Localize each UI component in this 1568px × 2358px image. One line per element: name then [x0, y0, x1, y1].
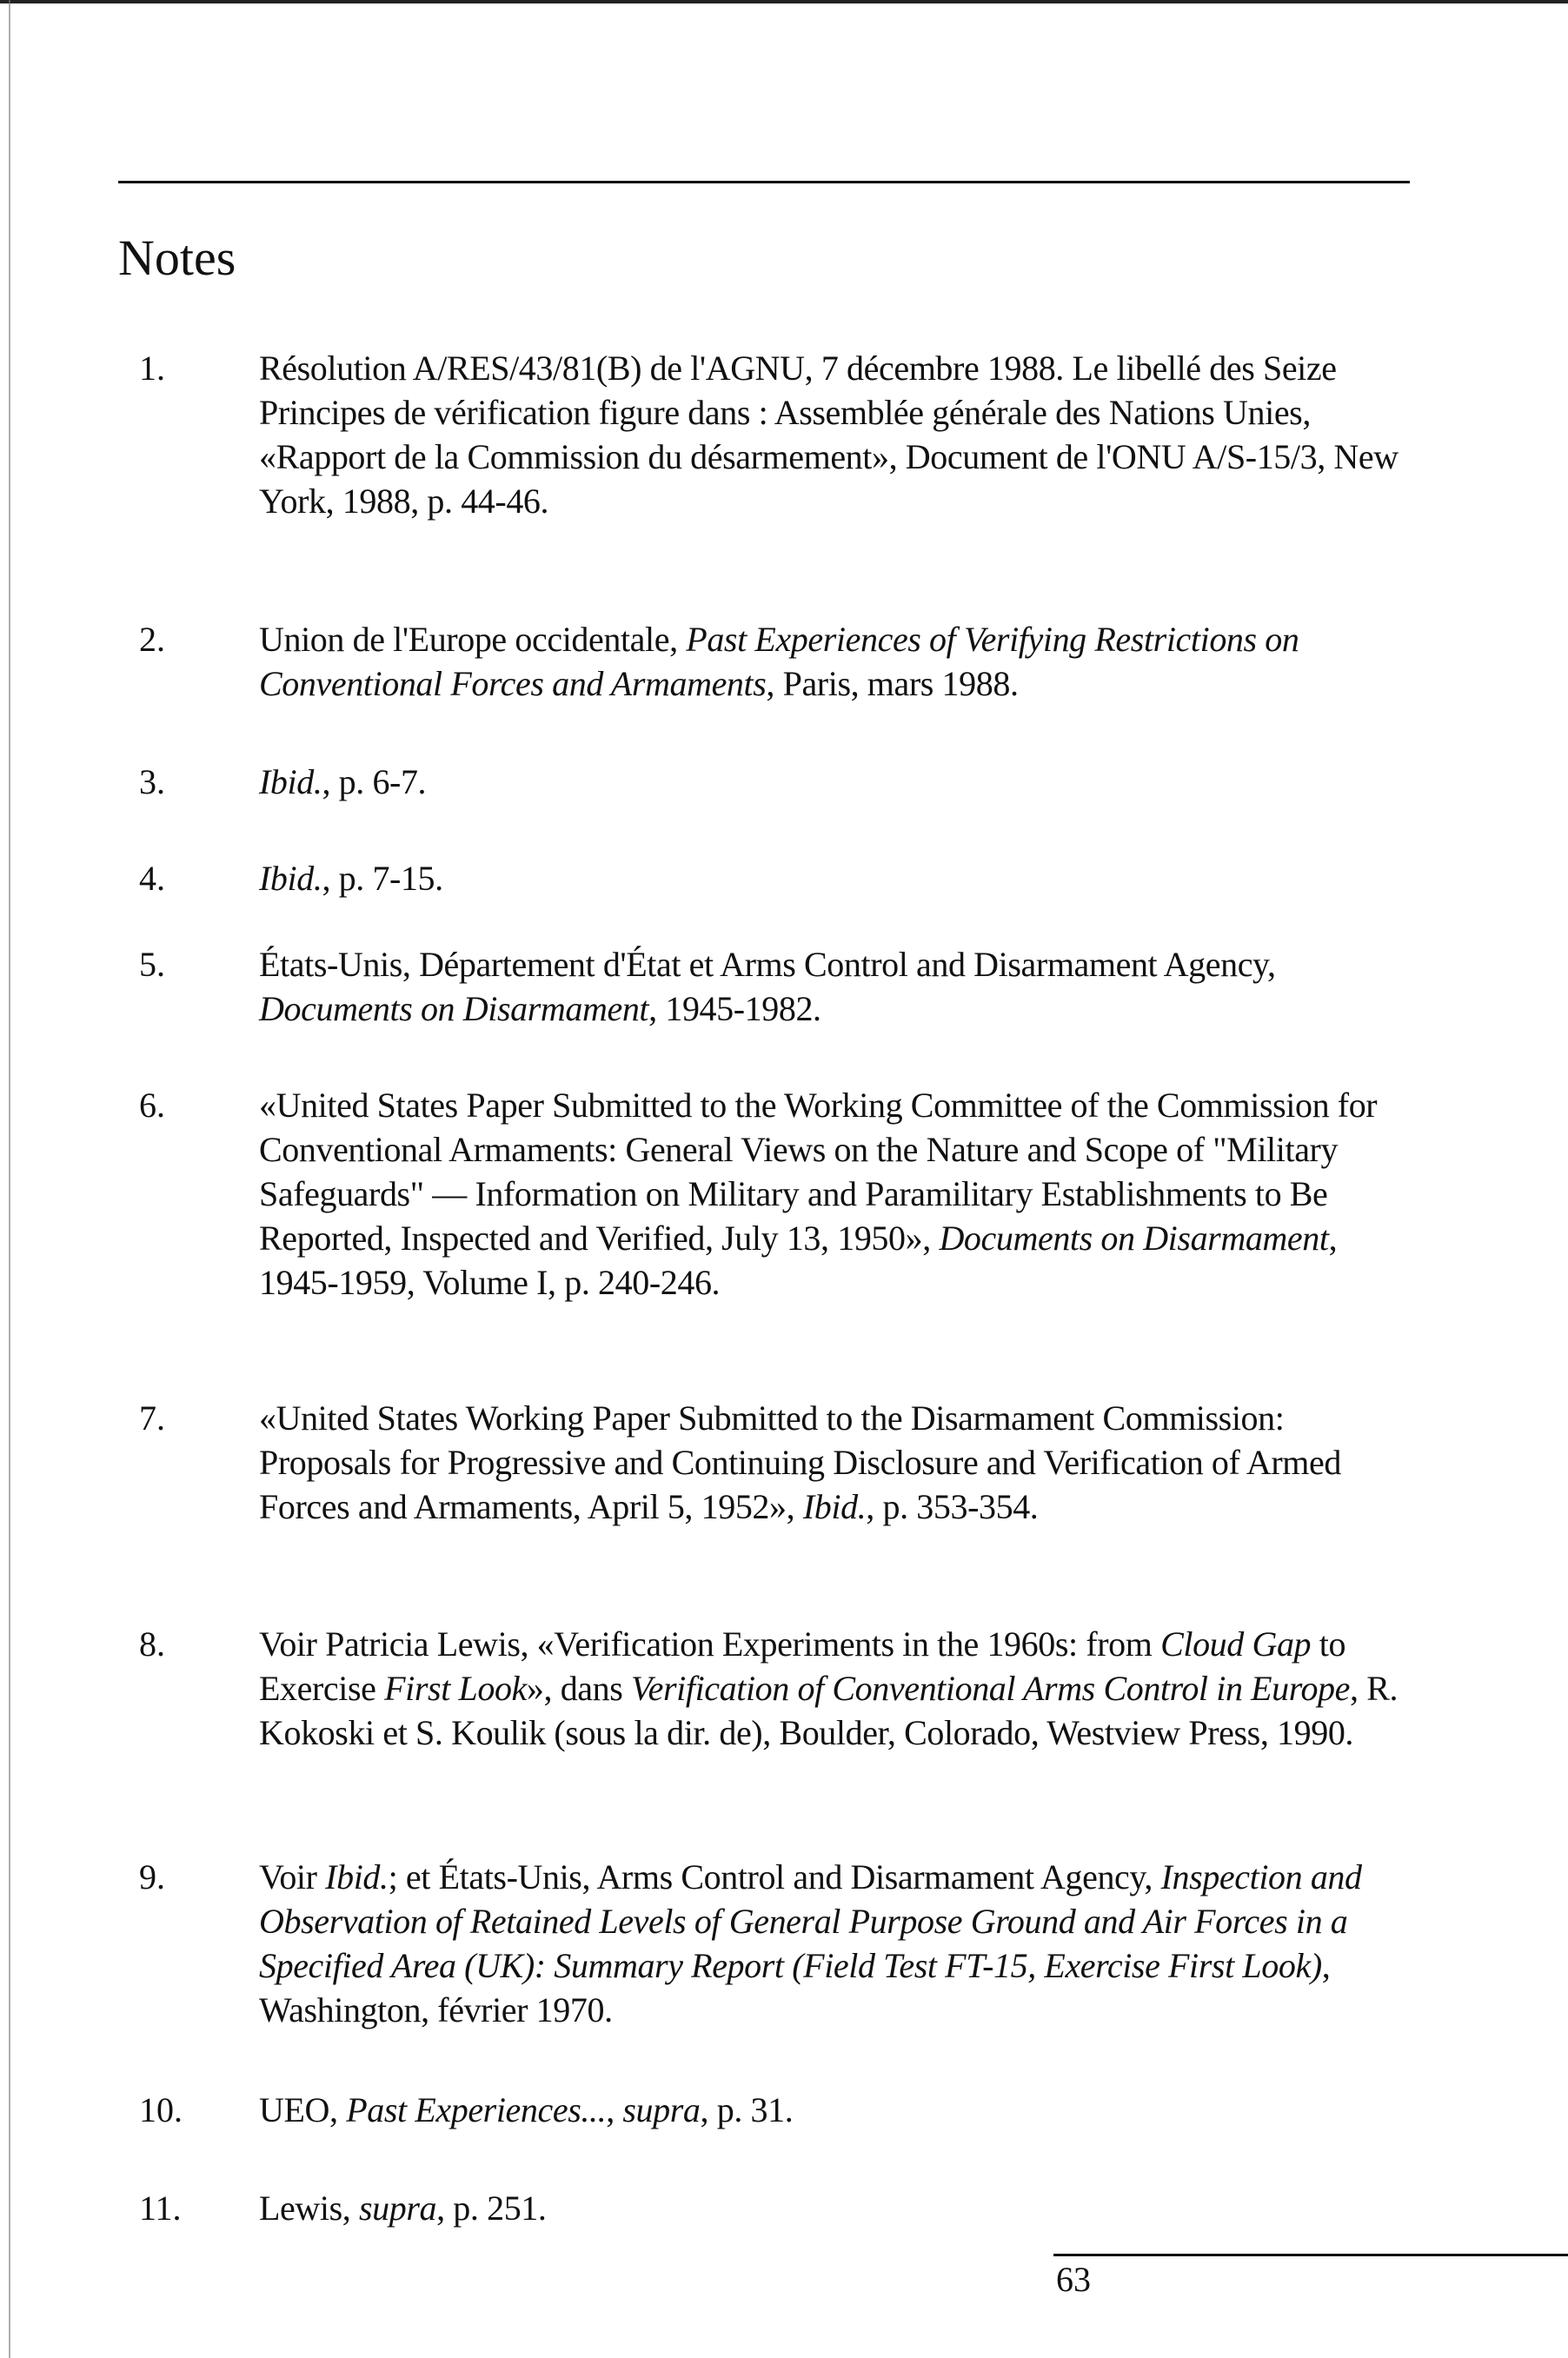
note-segment: to Exercise — [259, 1624, 1346, 1708]
note-segment: , p. 353-354. — [866, 1487, 1039, 1526]
note-number: 6. — [139, 1086, 165, 1125]
note-segment: Union de l'Europe occidentale, — [259, 620, 687, 659]
note-segment: Voir — [259, 1857, 326, 1896]
note-number: 3. — [139, 762, 165, 801]
footer-rule — [1053, 2254, 1568, 2256]
note-number: 7. — [139, 1398, 165, 1438]
note-segment: Résolution A/RES/43/81(B) de l'AGNU, 7 décembre 1988. Le libellé des Seize Principes de vérification figure dans : Assemblée générale des Nations Unies, «Rapport de la Commission du désarmement», Document de l'ONU A/S-15/3, New York, 1988, p. 44-46. — [259, 349, 1399, 521]
note-text — [259, 1396, 1406, 1529]
note-number: 9. — [139, 1857, 165, 1896]
note-segment: , Washington, février 1970. — [259, 1946, 1331, 2029]
note-text — [259, 2088, 1406, 2132]
note-segment: , p. 31. — [700, 2090, 794, 2129]
note-italic-segment: Inspection and Observation of Retained Levels of General Purpose Ground and Air Forces in a Specified Area (UK): Summary Report (Field Test FT-15, Exercise First Look) — [259, 1857, 1362, 1985]
note-italic-segment: supra — [622, 2090, 701, 2129]
note-segment: , 1945-1959, Volume I, p. 240-246. — [259, 1219, 1338, 1302]
note-text — [259, 760, 1406, 804]
page-number: 63 — [1056, 2260, 1091, 2299]
note-segment: », dans — [526, 1669, 632, 1708]
note-text — [259, 942, 1406, 1031]
note-segment: , — [606, 2090, 623, 2129]
note-italic-segment: Documents on Disarmament — [939, 1219, 1329, 1258]
note-text — [259, 2186, 1406, 2230]
note-italic-segment: Ibid. — [259, 859, 322, 898]
note-text — [259, 617, 1406, 706]
note-italic-segment: Past Experiences... — [346, 2090, 607, 2129]
note-italic-segment: supra — [358, 2189, 437, 2228]
note-italic-segment: Cloud Gap — [1160, 1624, 1312, 1664]
note-italic-segment: Ibid. — [802, 1487, 867, 1526]
note-segment: , p. 7-15. — [322, 859, 443, 898]
note-segment: UEO, — [259, 2090, 347, 2129]
note-italic-segment: Verification of Conventional Arms Control in Europe — [631, 1669, 1351, 1708]
note-segment: ; et États-Unis, Arms Control and Disarmament Agency, — [388, 1857, 1161, 1896]
note-text — [259, 856, 1406, 900]
note-number: 2. — [139, 620, 165, 659]
note-italic-segment: Past Experiences of Verifying Restrictions on Conventional Forces and Armaments — [259, 620, 1299, 703]
note-italic-segment: Documents on Disarmament — [259, 989, 649, 1028]
note-number: 10. — [139, 2090, 183, 2129]
note-segment: , p. 251. — [436, 2189, 547, 2228]
note-number: 1. — [139, 349, 165, 388]
note-italic-segment: Ibid. — [325, 1857, 389, 1896]
note-text — [259, 346, 1406, 523]
note-text — [259, 1855, 1406, 2032]
note-segment: Voir Patricia Lewis, «Verification Experiments in the 1960s: from — [259, 1624, 1161, 1664]
note-segment: États-Unis, Département d'État et Arms Control and Disarmament Agency, — [259, 945, 1276, 984]
note-segment: , p. 6-7. — [322, 762, 427, 801]
note-segment: «United States Paper Submitted to the Working Committee of the Commission for Conventional Armaments: General Views on the Nature and Scope of "Military Safeguards" — Information on Military and Paramilitary Establishments to Be Reported, Inspected and Verified, July 13, 1950», — [259, 1086, 1378, 1258]
note-segment: Lewis, — [259, 2189, 359, 2228]
note-segment: , Paris, mars 1988. — [766, 664, 1019, 703]
note-number: 8. — [139, 1624, 165, 1664]
note-segment: «United States Working Paper Submitted to the Disarmament Commission: Proposals for Progressive and Continuing Disclosure and Verification of Armed Forces and Armaments, April 5, 1952», — [259, 1398, 1341, 1526]
note-number: 11. — [139, 2189, 182, 2228]
note-italic-segment: Ibid. — [259, 762, 322, 801]
note-text — [259, 1083, 1406, 1305]
note-italic-segment: First Look — [384, 1669, 527, 1708]
note-text — [259, 1622, 1406, 1755]
page-title: Notes — [118, 229, 236, 286]
note-segment: , R. Kokoski et S. Koulik (sous la dir. de), Boulder, Colorado, Westview Press, 1990. — [259, 1669, 1399, 1752]
note-number: 4. — [139, 859, 165, 898]
note-number: 5. — [139, 945, 165, 984]
note-segment: , 1945-1982. — [648, 989, 821, 1028]
